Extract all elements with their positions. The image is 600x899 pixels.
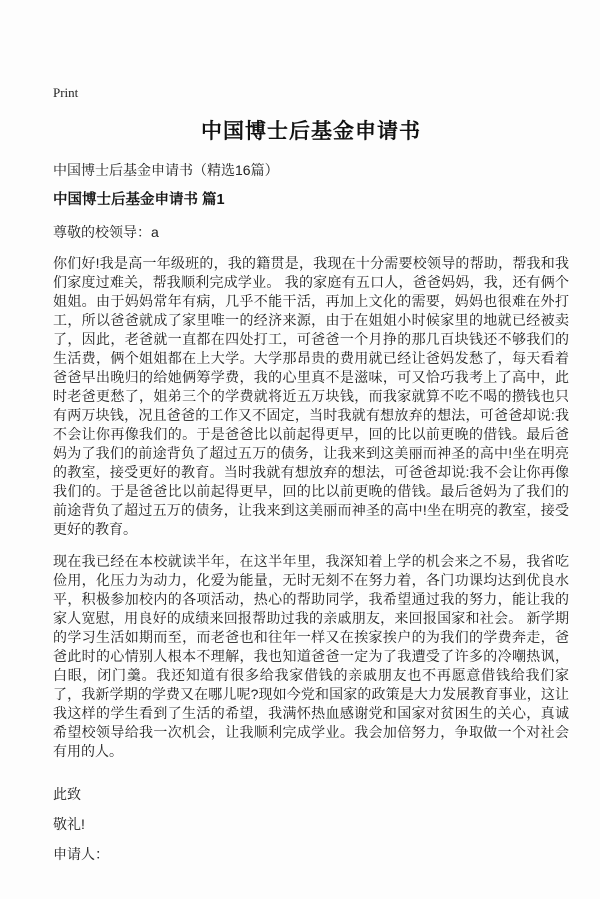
- body-paragraph-2: 现在我已经在本校就读半年，在这半年里，我深知着上学的机会来之不易，我省吃俭用，化压力为动力，化爱为能量，无时无刻不在努力着，各门功课均达到优良水平，积极参加校内的各项活动，热心的帮助同学，我希望通过我的努力，能让我的家人宽慰，用良好的成绩来回报帮助过我的亲戚朋友，来回报国家和社会。 新学期的学习生活如期而至，而老爸也和往年一样又在挨家挨户的为我们的学费奔走，爸爸此时的心情别人根本不理解，我也知道爸爸一定为了我遭受了许多的冷嘲热讽，白眼，闭门羹。我还知道有很多给我家借钱的亲戚朋友也不再愿意借钱给我们家了，我新学期的学费又在哪儿呢?现如今党和国家的政策是大力发展教育事业，这让我这样的学生看到了生活的希望，我满怀热血感谢党和国家对贫困生的关心，真诚希望校领导给我一次机会，让我顺利完成学业。我会加倍努力，争取做一个对社会有用的人。: [53, 553, 569, 759]
- closing-jingli: 敬礼!: [53, 816, 85, 832]
- closing-applicant: 申请人：: [53, 846, 109, 862]
- closing-cizhi: 此致: [53, 786, 81, 802]
- print-link[interactable]: Print: [53, 85, 79, 100]
- section-heading-part1: 中国博士后基金申请书 篇1: [53, 192, 225, 208]
- document-subtitle: 中国博士后基金申请书（精选16篇）: [53, 162, 279, 178]
- body-paragraph-1: 你们好!我是高一年级班的，我的籍贯是，我现在十分需要校领导的帮助，帮我和我们家度过难关，帮我顺利完成学业。 我的家庭有五口人，爸爸妈妈，我，还有俩个姐姐。由于妈妈常年有病，几乎不能干活，再加上文化的需要，妈妈也很难在外打工，所以爸爸就成了家里唯一的经济来源，由于在姐姐小时候家里的地就已经被卖了，因此，老爸就一直都在四处打工，可爸爸一个月挣的那几百块钱还不够我们的生活费，俩个姐姐都在上大学。大学那昂贵的费用就已经让爸妈发愁了，每天看着爸爸早出晚归的给她俩筹学费，我的心里真不是滋味，可又恰巧我考上了高中，此时老爸更愁了，姐弟三个的学费就将近五万块钱，而我家就算不吃不喝的攒钱也只有两万块钱，况且爸爸的工作又不固定，当时我就有想放弃的想法，可爸爸却说:我不会让你再像我们的。于是爸爸比以前起得更早，回的比以前更晚的借钱。最后爸妈为了我们的前途背负了超过五万的债务，让我来到这美丽而神圣的高中!坐在明亮的教室，接受更好的教育。当时我就有想放弃的想法，可爸爸却说:我不会让你再像我们的。于是爸爸比以前起得更早，回的比以前更晚的借钱。最后爸妈为了我们的前途背负了超过五万的债务，让我来到这美丽而神圣的高中!坐在明亮的教室，接受更好的教育。: [53, 255, 569, 537]
- page-title: 中国博士后基金申请书: [201, 120, 421, 143]
- salutation-line: 尊敬的校领导：a: [53, 224, 159, 240]
